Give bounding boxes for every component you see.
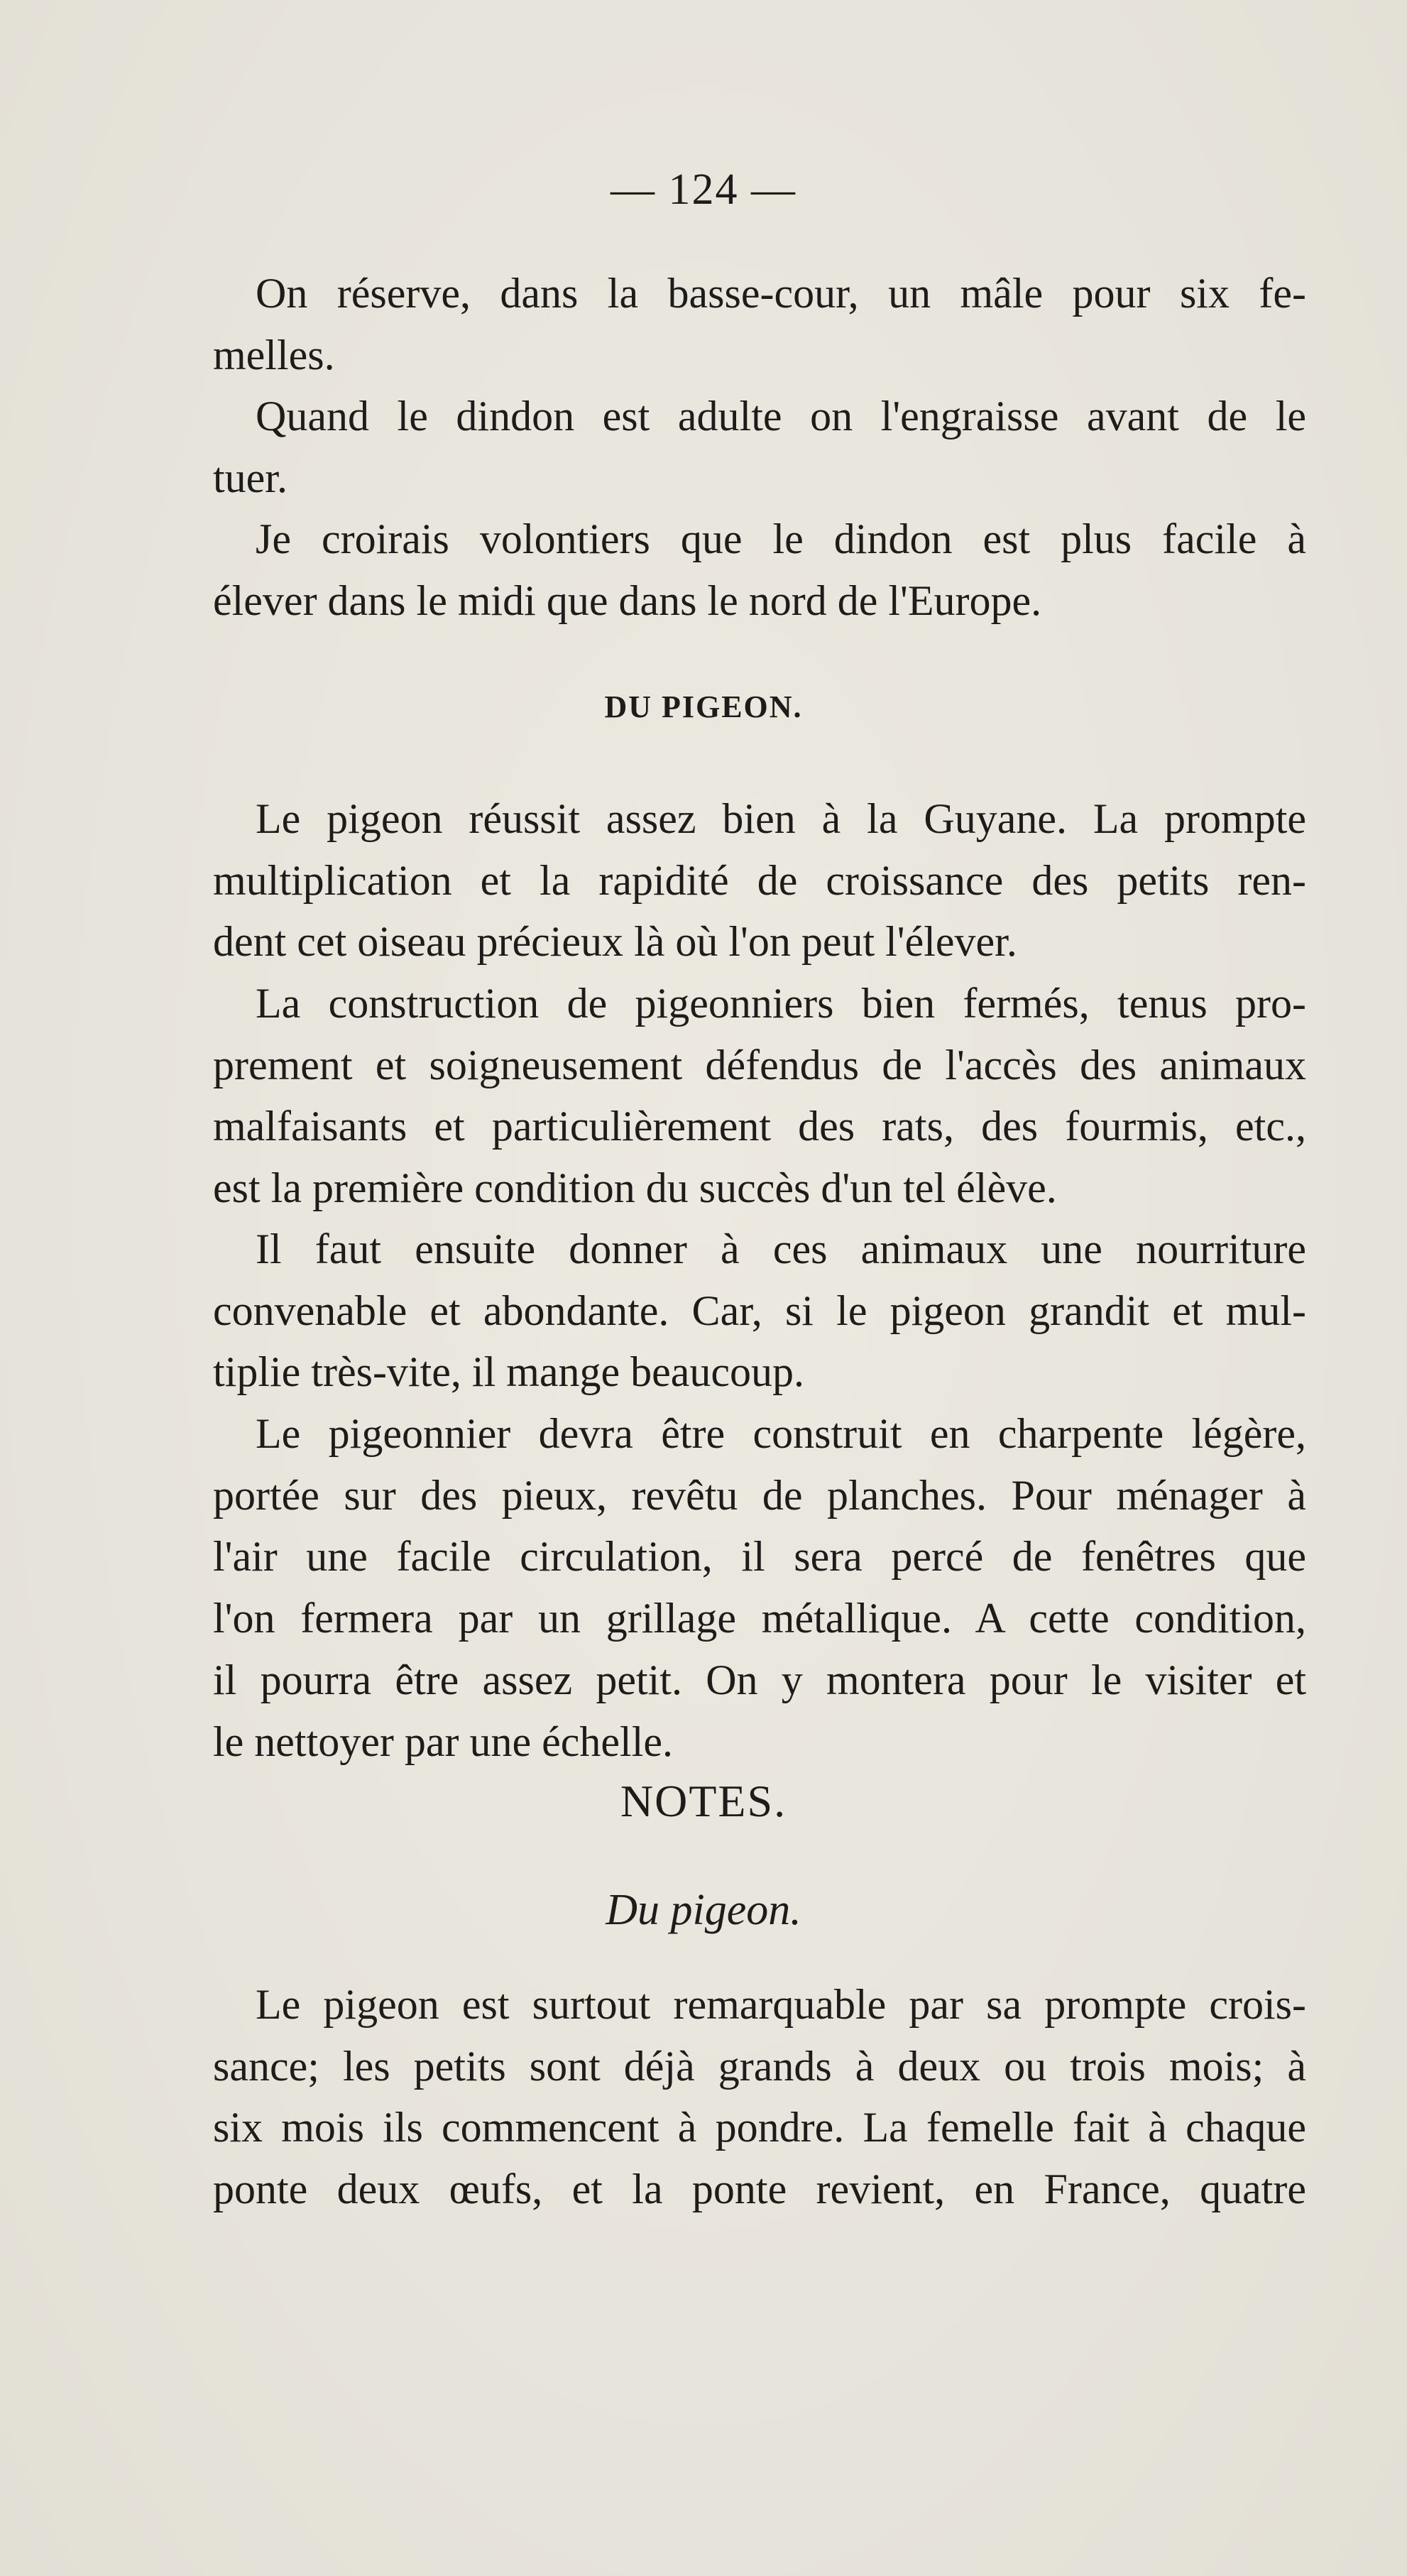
text-line: Le pigeon réussit assez bien à la Guyane. La prompte (256, 795, 1306, 842)
text-line: tiplie très-vite, il mange beaucoup. (213, 1348, 805, 1396)
paragraph-croissance (213, 1974, 1306, 2220)
notes-subheading: Du pigeon. (606, 1886, 801, 1934)
text-line: sance; les petits sont déjà grands à deux ou trois mois; à (213, 2042, 1306, 2090)
paragraph-basse-cour (213, 263, 1306, 386)
text-line: On réserve, dans la basse-cour, un mâle pour six fe- (256, 270, 1306, 317)
text-line: portée sur des pieux, revêtu de planches. Pour ménager à (213, 1471, 1306, 1519)
paragraph-construction (213, 1403, 1306, 1772)
text-line: La construction de pigeonniers bien fermés, tenus pro- (256, 980, 1306, 1027)
paragraph-elever-midi (213, 508, 1306, 631)
text-line: prement et soigneusement défendus de l'accès des animaux (213, 1041, 1306, 1088)
section-heading: DU PIGEON. (604, 689, 803, 724)
notes-heading: NOTES. (620, 1776, 787, 1826)
paragraph-nourriture (213, 1218, 1306, 1403)
text-line: il pourra être assez petit. On y montera pour le visiter et (213, 1656, 1306, 1703)
text-line: multiplication et la rapidité de croissance des petits ren- (213, 856, 1306, 904)
text-line: est la première condition du succès d'un tel élève. (213, 1164, 1057, 1212)
text-line: le nettoyer par une échelle. (213, 1718, 673, 1765)
text-line: l'air une facile circulation, il sera percé de fenêtres que (213, 1533, 1306, 1581)
paragraph-pigeonniers (213, 973, 1306, 1219)
text-line: Il faut ensuite donner à ces animaux une nourriture (256, 1226, 1306, 1272)
text-line: ponte deux œufs, et la ponte revient, en France, quatre (213, 2166, 1306, 2213)
text-line: melles. (213, 331, 335, 378)
text-line: l'on fermera par un grillage métallique. A cette condition, (213, 1595, 1306, 1642)
text-line: élever dans le midi que dans le nord de l'Europe. (213, 577, 1042, 624)
page-number: — 124 — (611, 165, 796, 214)
text-line: Quand le dindon est adulte on l'engraisse avant de le (256, 393, 1306, 440)
text-line: Le pigeonnier devra être construit en charpente légère, (256, 1410, 1306, 1457)
text-line: Le pigeon est surtout remarquable par sa prompte crois- (256, 1981, 1306, 2028)
paragraph-guyane (213, 788, 1306, 973)
text-line: convenable et abondante. Car, si le pigeon grandit et mul- (213, 1287, 1306, 1334)
text-line: Je croirais volontiers que le dindon est plus facile à (256, 515, 1306, 562)
paragraph-engraisser (213, 386, 1306, 508)
text-line: malfaisants et particulièrement des rats, des fourmis, etc., (213, 1103, 1306, 1150)
text-line: tuer. (213, 454, 288, 501)
text-line: six mois ils commencent à pondre. La femelle fait à chaque (213, 2104, 1306, 2151)
text-line: dent cet oiseau précieux là où l'on peut l'élever. (213, 918, 1017, 966)
